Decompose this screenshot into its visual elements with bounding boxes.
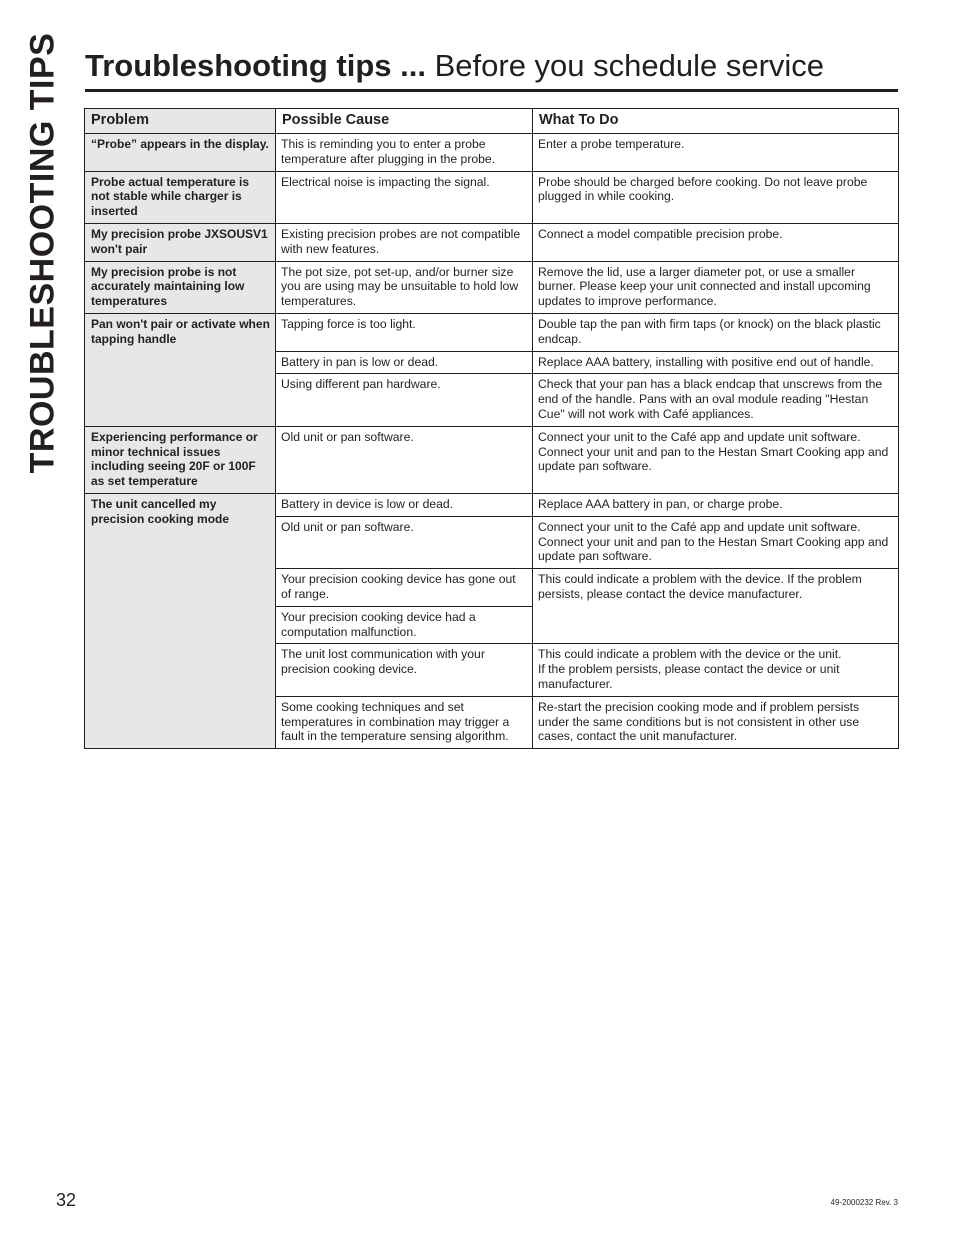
todo-cell: Connect your unit to the Café app and update unit software. Connect your unit and pan to the Hestan Smart Cooking app and update pan software. <box>533 426 899 493</box>
cause-cell: Some cooking techniques and set temperatures in combination may trigger a fault in the temperature sensing algorithm. <box>276 696 533 748</box>
header-what-to-do: What To Do <box>533 109 899 134</box>
todo-cell: Re-start the precision cooking mode and if problem persists under the same conditions but is not consistent in other use cases, contact the unit manufacturer. <box>533 696 899 748</box>
page-number: 32 <box>56 1190 77 1210</box>
document-number: 49-2000232 Rev. 3 <box>830 1198 898 1207</box>
table-row <box>85 493 899 516</box>
title-divider <box>85 89 898 92</box>
table-header-row <box>85 109 899 134</box>
cause-cell: This is reminding you to enter a probe temperature after plugging in the probe. <box>276 134 533 172</box>
cause-cell: Battery in device is low or dead. <box>276 493 533 516</box>
cause-cell: The unit lost communication with your precision cooking device. <box>276 644 533 696</box>
todo-cell: Replace AAA battery, installing with positive end out of handle. <box>533 351 899 374</box>
page-title <box>85 48 824 84</box>
side-tab-label: TROUBLESHOOTING TIPS <box>23 32 62 473</box>
problem-cell: Probe actual temperature is not stable while charger is inserted <box>85 171 276 223</box>
problem-cell: The unit cancelled my precision cooking mode <box>85 493 276 748</box>
problem-cell: My precision probe JXSOUSV1 won't pair <box>85 223 276 261</box>
header-possible-cause: Possible Cause <box>276 109 533 134</box>
todo-cell: Check that your pan has a black endcap that unscrews from the end of the handle. Pans with an oval module reading "Hestan Cue" will not work with Café appliances. <box>533 374 899 426</box>
cause-cell: The pot size, pot set-up, and/or burner size you are using may be unsuitable to hold low temperatures. <box>276 261 533 313</box>
cause-cell: Your precision cooking device has gone out of range. <box>276 569 533 607</box>
table-row <box>85 313 899 351</box>
side-section-tab <box>18 32 68 473</box>
header-problem: Problem <box>85 109 276 134</box>
todo-cell: Remove the lid, use a larger diameter pot, or use a smaller burner. Please keep your unit connected and install upcoming updates to improve performance. <box>533 261 899 313</box>
table-row <box>85 261 899 313</box>
cause-cell: Battery in pan is low or dead. <box>276 351 533 374</box>
table-row <box>85 426 899 493</box>
todo-cell: Double tap the pan with firm taps (or knock) on the black plastic endcap. <box>533 313 899 351</box>
cause-cell: Existing precision probes are not compatible with new features. <box>276 223 533 261</box>
todo-cell: Probe should be charged before cooking. Do not leave probe plugged in while cooking. <box>533 171 899 223</box>
cause-cell: Old unit or pan software. <box>276 426 533 493</box>
table-row <box>85 223 899 261</box>
cause-cell: Using different pan hardware. <box>276 374 533 426</box>
todo-cell: This could indicate a problem with the device or the unit. If the problem persists, please contact the device or unit manufacturer. <box>533 644 899 696</box>
problem-cell: Pan won't pair or activate when tapping handle <box>85 313 276 426</box>
cause-cell: Old unit or pan software. <box>276 516 533 568</box>
troubleshooting-table <box>84 108 899 749</box>
todo-cell: Connect a model compatible precision probe. <box>533 223 899 261</box>
todo-cell: Replace AAA battery in pan, or charge probe. <box>533 493 899 516</box>
todo-cell: Connect your unit to the Café app and update unit software. Connect your unit and pan to the Hestan Smart Cooking app and update pan software. <box>533 516 899 568</box>
page-title-bold: Troubleshooting tips ... <box>85 48 426 83</box>
table-row <box>85 134 899 172</box>
problem-cell: My precision probe is not accurately maintaining low temperatures <box>85 261 276 313</box>
page-title-regular: Before you schedule service <box>426 48 825 83</box>
cause-cell: Tapping force is too light. <box>276 313 533 351</box>
todo-cell: Enter a probe temperature. <box>533 134 899 172</box>
cause-cell: Your precision cooking device had a computation malfunction. <box>276 606 533 644</box>
cause-cell: Electrical noise is impacting the signal. <box>276 171 533 223</box>
table-row <box>85 171 899 223</box>
todo-cell: This could indicate a problem with the device. If the problem persists, please contact the device manufacturer. <box>533 569 899 644</box>
problem-cell: “Probe” appears in the display. <box>85 134 276 172</box>
problem-cell: Experiencing performance or minor technical issues including seeing 20F or 100F as set temperature <box>85 426 276 493</box>
